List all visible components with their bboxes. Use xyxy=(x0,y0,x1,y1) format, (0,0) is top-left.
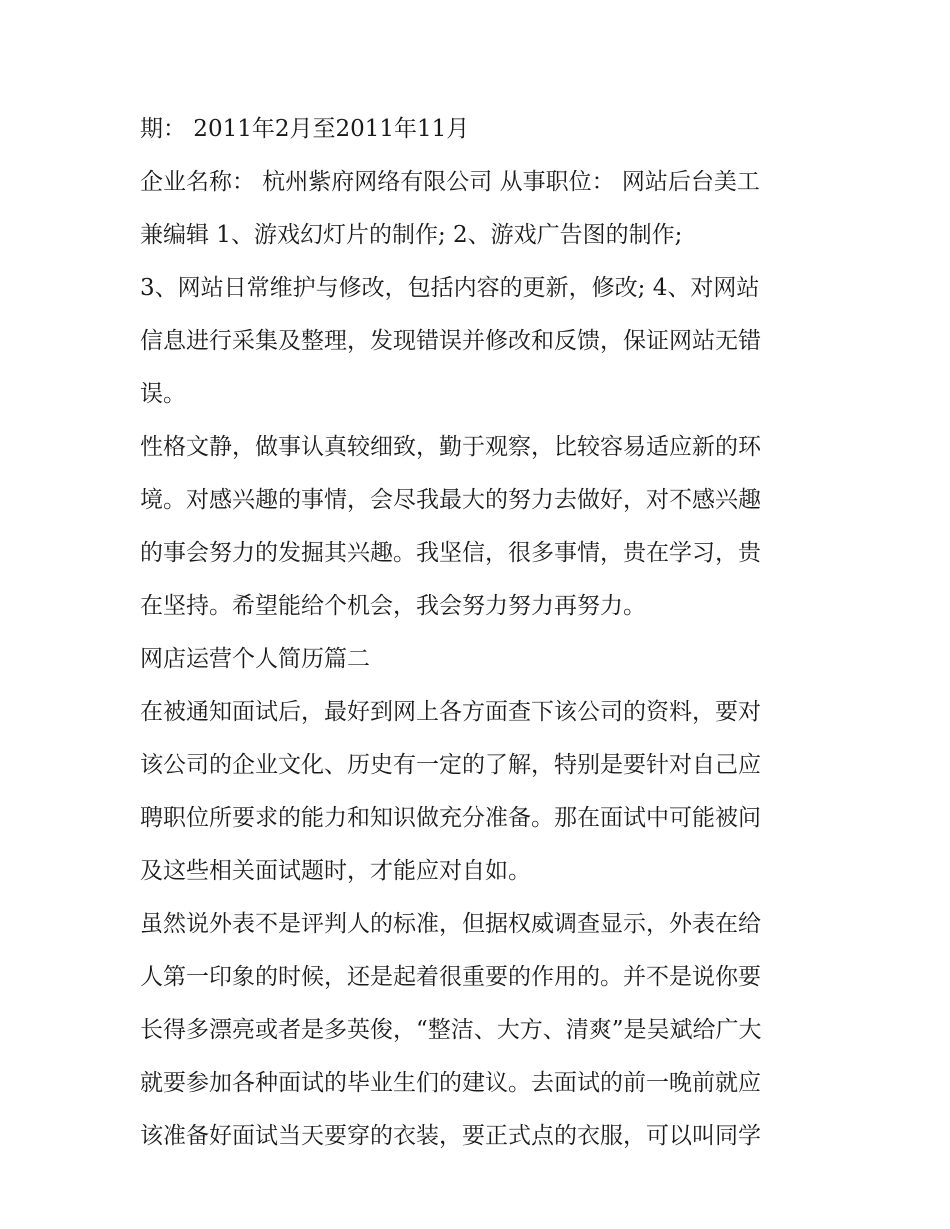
text-line-company: 企业名称： 杭州紫府网络有限公司 从事职位： 网站后台美工 xyxy=(140,169,760,195)
text-line-duties-2: 3、网站日常维护与修改，包括内容的更新，修改; 4、对网站 xyxy=(140,275,760,301)
text-line-interview-1: 在被通知面试后，最好到网上各方面查下该公司的资料，要对 xyxy=(140,699,761,725)
text-line-personality-4: 在坚持。希望能给个机会，我会努力努力再努力。 xyxy=(140,593,646,619)
text-line-appearance-5: 该准备好面试当天要穿的衣装，要正式点的衣服，可以叫同学 xyxy=(140,1123,761,1149)
text-line-appearance-2: 人第一印象的时候，还是起着很重要的作用的。并不是说你要 xyxy=(140,964,761,990)
text-line-appearance-4: 就要参加各种面试的毕业生们的建议。去面试的前一晚前就应 xyxy=(140,1070,761,1096)
text-line-interview-3: 聘职位所要求的能力和知识做充分准备。那在面试中可能被问 xyxy=(140,805,761,831)
text-line-appearance-1: 虽然说外表不是评判人的标准，但据权威调查显示，外表在给 xyxy=(140,911,761,937)
text-line-interview-2: 该公司的企业文化、历史有一定的了解，特别是要针对自己应 xyxy=(140,752,761,778)
text-line-personality-2: 境。对感兴趣的事情，会尽我最大的努力去做好，对不感兴趣 xyxy=(140,487,761,513)
document-body xyxy=(140,103,820,1163)
text-line-interview-4: 及这些相关面试题时，才能应对自如。 xyxy=(140,858,531,884)
section-heading: 网店运营个人简历篇二 xyxy=(140,646,370,672)
text-line-personality-1: 性格文静，做事认真较细致，勤于观察，比较容易适应新的环 xyxy=(140,434,761,460)
text-line-period: 期： 2011年2月至2011年11月 xyxy=(140,116,470,142)
text-line-personality-3: 的事会努力的发掘其兴趣。我坚信，很多事情，贵在学习，贵 xyxy=(140,540,761,566)
text-line-duties-3: 信息进行采集及整理，发现错误并修改和反馈，保证网站无错 xyxy=(140,328,761,354)
text-line-duties-1: 兼编辑 1、游戏幻灯片的制作; 2、游戏广告图的制作; xyxy=(140,222,683,248)
text-line-appearance-3: 长得多漂亮或者是多英俊，“整洁、大方、清爽”是吴斌给广大 xyxy=(140,1017,762,1043)
text-line-duties-4: 误。 xyxy=(140,381,186,407)
